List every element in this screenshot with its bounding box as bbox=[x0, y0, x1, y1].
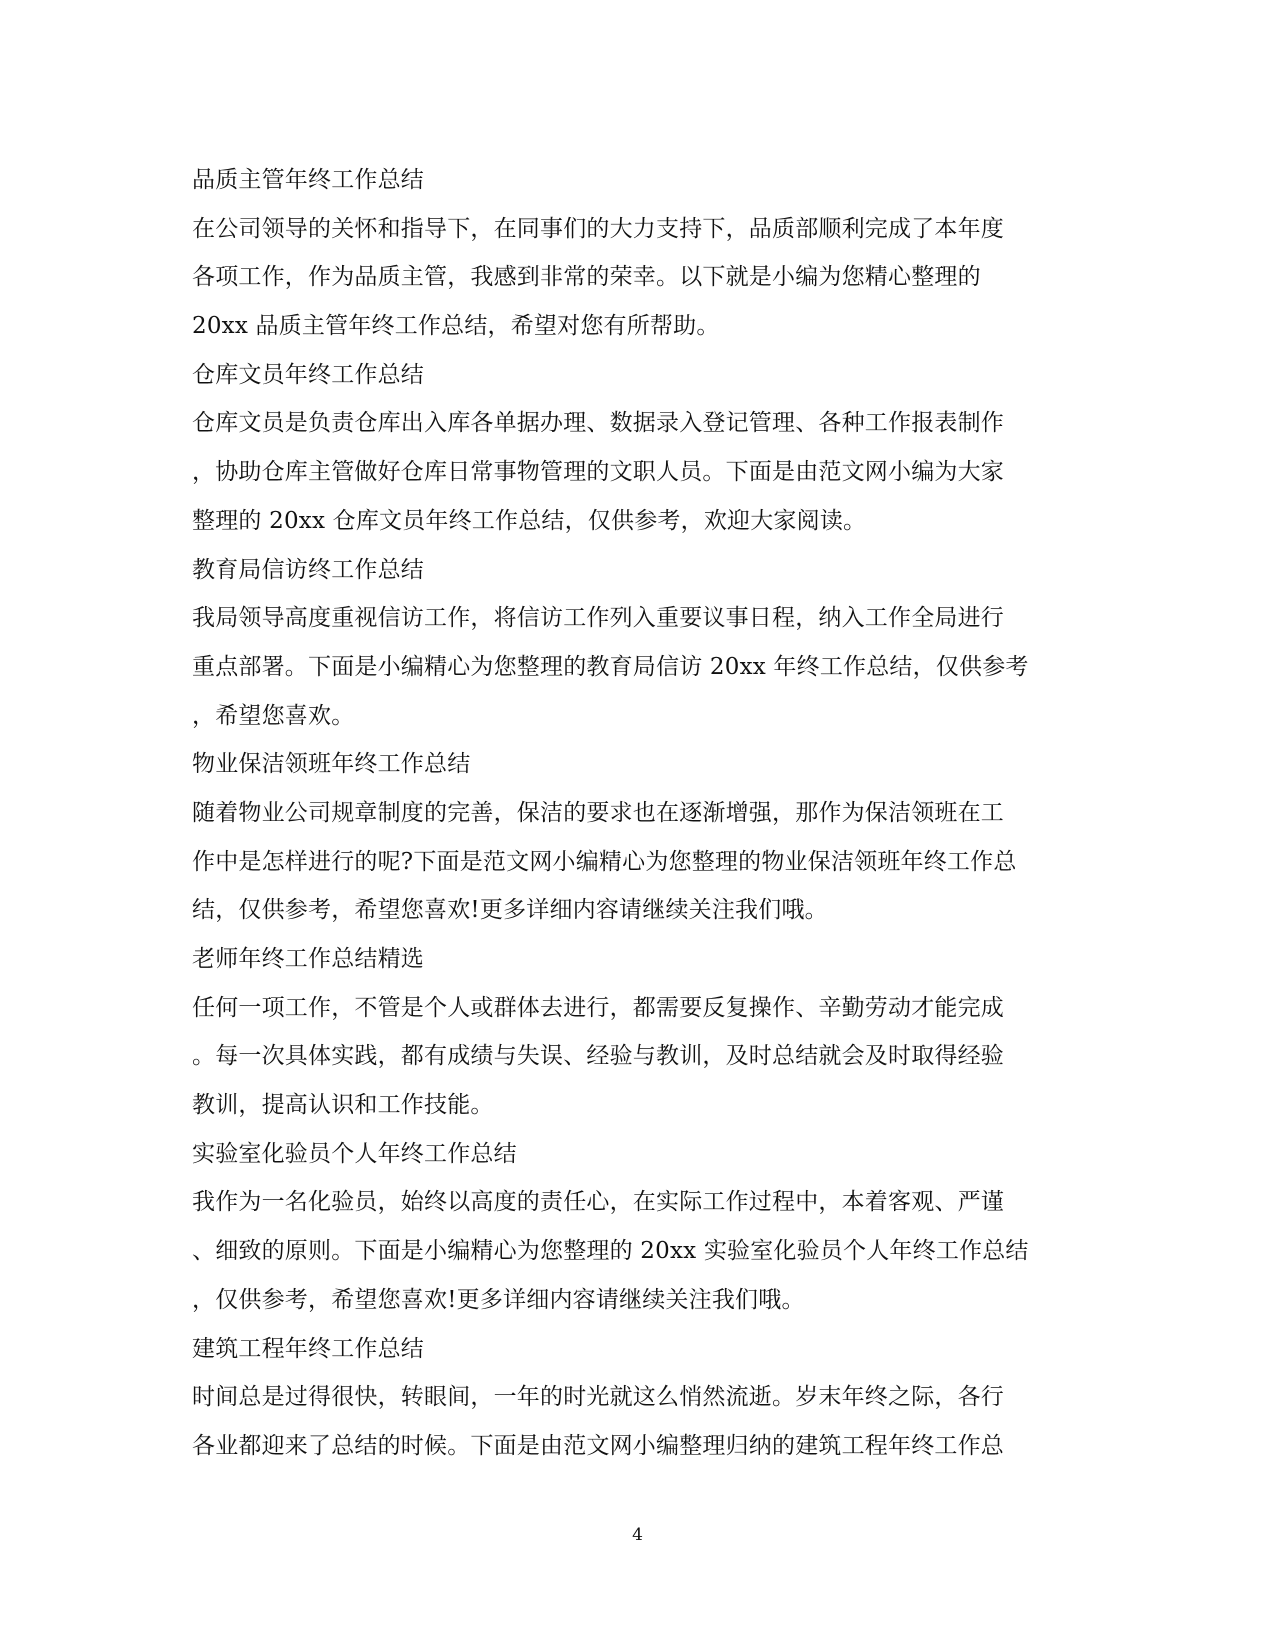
paragraph-line: 整理的 20xx 仓库文员年终工作总结，仅供参考，欢迎大家阅读。 bbox=[192, 507, 867, 534]
paragraph-line: 我局领导高度重视信访工作，将信访工作列入重要议事日程，纳入工作全局进行 bbox=[192, 605, 1004, 632]
paragraph-line: ，协助仓库主管做好仓库日常事物管理的文职人员。下面是由范文网小编为大家 bbox=[192, 459, 1004, 486]
paragraph-line: 任何一项工作，不管是个人或群体去进行，都需要反复操作、辛勤劳动才能完成 bbox=[192, 994, 1004, 1021]
section-title: 品质主管年终工作总结 bbox=[192, 167, 424, 193]
section-title: 建筑工程年终工作总结 bbox=[192, 1335, 424, 1362]
paragraph-line: 结，仅供参考，希望您喜欢!更多详细内容请继续关注我们哦。 bbox=[192, 897, 828, 924]
paragraph-line: 重点部署。下面是小编精心为您整理的教育局信访 20xx 年终工作总结，仅供参考 bbox=[192, 653, 1029, 680]
section-title: 老师年终工作总结精选 bbox=[192, 946, 424, 972]
section-title: 实验室化验员个人年终工作总结 bbox=[192, 1140, 517, 1167]
section-title: 物业保洁领班年终工作总结 bbox=[192, 751, 471, 778]
document-body bbox=[192, 156, 1092, 1471]
paragraph-line: ，希望您喜欢。 bbox=[192, 702, 355, 729]
paragraph-line: 各业都迎来了总结的时候。下面是由范文网小编整理归纳的建筑工程年终工作总 bbox=[192, 1432, 1004, 1459]
paragraph-line: ，仅供参考，希望您喜欢!更多详细内容请继续关注我们哦。 bbox=[192, 1286, 805, 1313]
section-title: 仓库文员年终工作总结 bbox=[192, 361, 424, 388]
paragraph-line: 仓库文员是负责仓库出入库各单据办理、数据录入登记管理、各种工作报表制作 bbox=[192, 410, 1004, 437]
paragraph-line: 随着物业公司规章制度的完善，保洁的要求也在逐渐增强，那作为保洁领班在工 bbox=[192, 799, 1004, 826]
paragraph-line: 在公司领导的关怀和指导下，在同事们的大力支持下，品质部顺利完成了本年度 bbox=[192, 215, 1004, 242]
paragraph-line: 。每一次具体实践，都有成绩与失误、经验与教训，及时总结就会及时取得经验 bbox=[192, 1043, 1004, 1070]
page-number: 4 bbox=[632, 1525, 643, 1545]
paragraph-line: 时间总是过得很快，转眼间，一年的时光就这么悄然流逝。岁末年终之际，各行 bbox=[192, 1384, 1004, 1411]
paragraph-line: 、细致的原则。下面是小编精心为您整理的 20xx 实验室化验员个人年终工作总结 bbox=[192, 1238, 1029, 1265]
section-title: 教育局信访终工作总结 bbox=[192, 556, 424, 583]
paragraph-line: 我作为一名化验员，始终以高度的责任心，在实际工作过程中，本着客观、严谨 bbox=[192, 1189, 1004, 1216]
paragraph-line: 作中是怎样进行的呢?下面是范文网小编精心为您整理的物业保洁领班年终工作总 bbox=[192, 848, 1017, 875]
paragraph-line: 各项工作，作为品质主管，我感到非常的荣幸。以下就是小编为您精心整理的 bbox=[192, 264, 981, 291]
paragraph-line: 20xx 品质主管年终工作总结，希望对您有所帮助。 bbox=[192, 313, 720, 340]
paragraph-line: 教训，提高认识和工作技能。 bbox=[192, 1092, 494, 1119]
